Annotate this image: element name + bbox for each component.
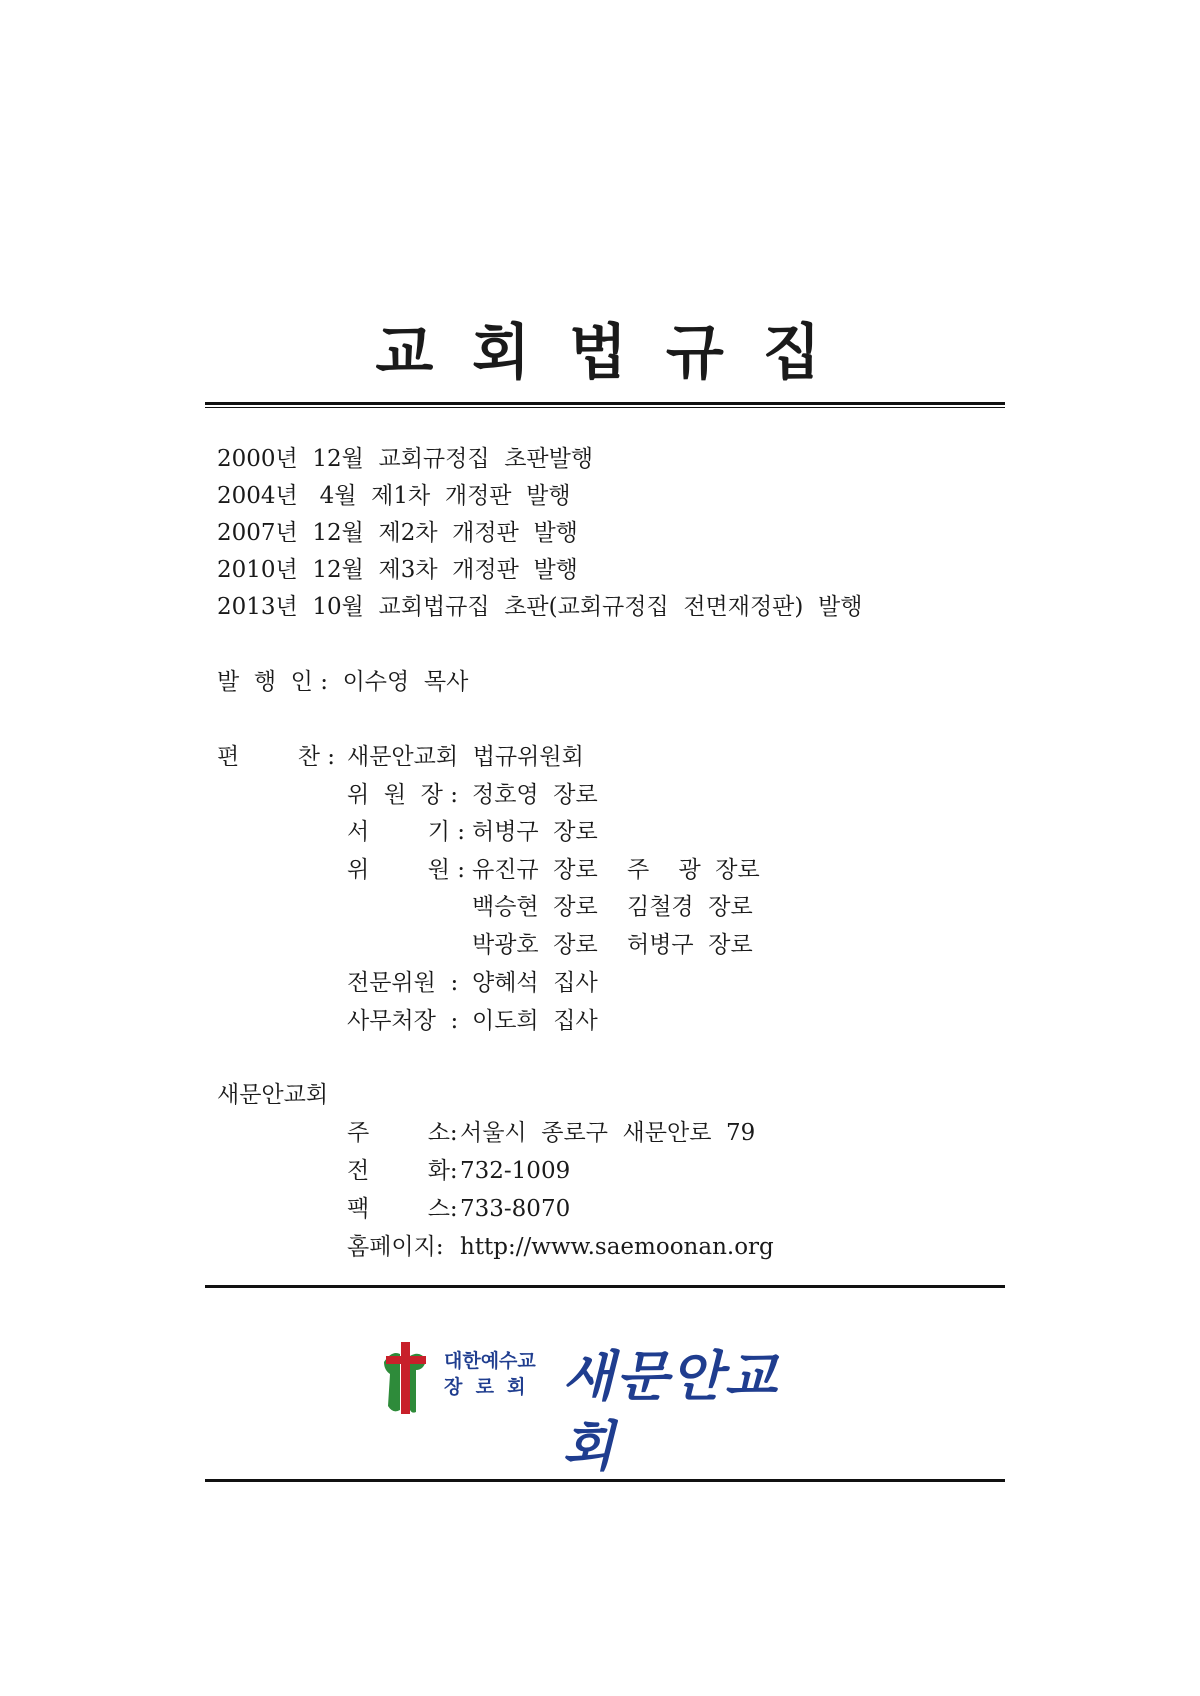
member-name: 주 광 장로 — [627, 857, 760, 883]
chair-value: 정호영 장로 — [472, 782, 598, 808]
publisher-line: 발 행 인 : 이수영 목사 — [217, 669, 469, 695]
member-name: 백승현 장로 — [472, 894, 598, 920]
denomination-line: 대한예수교 — [444, 1350, 536, 1372]
members-label: 위 원 : — [347, 857, 465, 883]
history-line: 2007년 12월 제2차 개정판 발행 — [217, 520, 578, 546]
history-line: 2004년 4월 제1차 개정판 발행 — [217, 483, 571, 509]
history-line: 2000년 12월 교회규정집 초판발행 — [217, 446, 594, 472]
fax-value: 733-8070 — [460, 1196, 571, 1222]
member-name: 박광호 장로 — [472, 932, 598, 958]
phone-label: 전 화: — [347, 1158, 458, 1184]
document-title: 교 회 법 규 집 — [375, 318, 825, 388]
office-chief-label: 사무처장 : — [347, 1008, 459, 1034]
editor-label: 편 찬 : — [217, 744, 335, 770]
member-name: 허병구 장로 — [627, 932, 753, 958]
title-divider — [205, 402, 1005, 408]
address-value: 서울시 종로구 새문안로 79 — [460, 1120, 756, 1146]
church-logo — [378, 1340, 828, 1478]
church-name: 새문안교회 — [217, 1082, 329, 1108]
cross-icon — [378, 1340, 432, 1416]
secretary-value: 허병구 장로 — [472, 819, 598, 845]
office-chief-value: 이도희 집사 — [472, 1008, 598, 1034]
section-divider — [205, 1285, 1005, 1288]
homepage-label: 홈페이지: — [347, 1234, 444, 1260]
expert-value: 양혜석 집사 — [472, 970, 598, 996]
member-name: 김철경 장로 — [627, 894, 753, 920]
expert-label: 전문위원 : — [347, 970, 459, 996]
denomination-text — [444, 1348, 536, 1400]
bottom-divider — [205, 1479, 1005, 1482]
address-label: 주 소: — [347, 1120, 458, 1146]
chair-label: 위 원 장 : — [347, 782, 458, 808]
member-name: 유진규 장로 — [472, 857, 598, 883]
homepage-link[interactable]: http://www.saemoonan.org — [460, 1234, 774, 1260]
editor-value: 새문안교회 법규위원회 — [347, 744, 584, 770]
history-line: 2010년 12월 제3차 개정판 발행 — [217, 557, 578, 583]
history-line: 2013년 10월 교회법규집 초판(교회규정집 전면재정판) 발행 — [217, 594, 863, 620]
phone-value: 732-1009 — [460, 1158, 571, 1184]
fax-label: 팩 스: — [347, 1196, 458, 1222]
secretary-label: 서 기 : — [347, 819, 465, 845]
logo-church-name: 새문안교회 — [562, 1345, 779, 1478]
denomination-line: 장 로 회 — [444, 1376, 526, 1398]
